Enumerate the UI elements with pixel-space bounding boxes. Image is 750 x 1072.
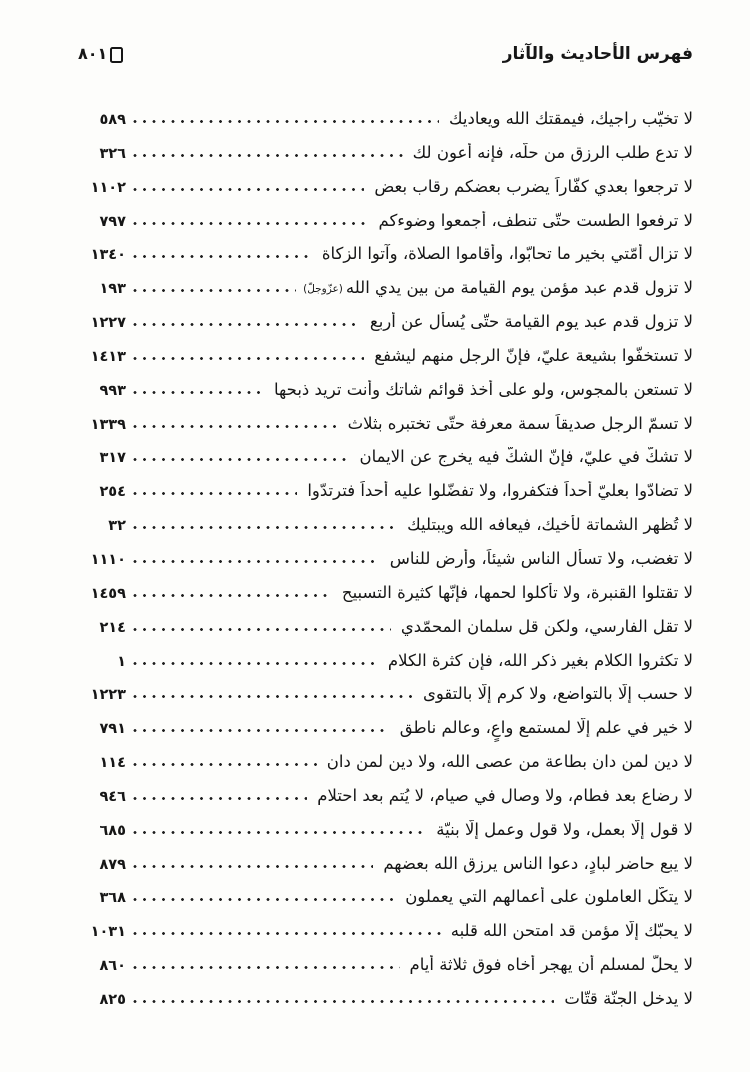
entry-page-number: ١٩٣ — [99, 281, 126, 298]
index-entry — [60, 718, 693, 752]
dot-leader — [133, 356, 364, 361]
entry-page-number: ١٠٣١ — [90, 924, 126, 941]
dot-leader — [133, 390, 264, 395]
index-entry — [60, 854, 693, 888]
page-number: ٨٠١ — [78, 44, 108, 63]
entry-page-number: ١٤٥٩ — [90, 585, 126, 602]
entry-page-number: ٢٥٤ — [99, 484, 126, 501]
index-entry — [60, 380, 693, 414]
entry-page-number: ١١٠٢ — [90, 179, 126, 196]
entry-text: لا ترجعوا بعدي كفّاراً يضرب بعضكم رقاب بعض — [374, 176, 693, 196]
dot-leader — [133, 119, 439, 124]
entry-page-number: ٩٩٣ — [99, 382, 126, 399]
index-entry — [60, 786, 693, 820]
entry-page-number: ١ — [117, 653, 126, 670]
entry-text: لا تضادّوا بعليّ أحداً فتكفروا، ولا تفضّلوا عليه أحداً فترتدّوا — [307, 481, 693, 501]
entry-text: لا تقتلوا القنبرة، ولا تأكلوا لحمها، فإنّها كثيرة التسبيح — [341, 582, 693, 602]
entry-page-number: ١١١٠ — [90, 551, 126, 568]
entry-text: لا تكثروا الكلام بغير ذكر الله، فإن كثرة الكلام — [387, 650, 693, 670]
dot-leader — [133, 559, 380, 564]
entry-text: لا رضاع بعد فطام، ولا وصال في صيام، لا يُتم بعد احتلام — [317, 785, 693, 805]
dot-leader — [133, 525, 397, 530]
entry-text: لا حسب إلّا بالتواضع، ولا كرم إلّا بالتقوى — [422, 684, 693, 704]
dot-leader — [133, 830, 426, 835]
entry-page-number: ٣٢ — [108, 518, 126, 535]
index-entry — [60, 177, 693, 211]
entry-page-number: ١٣٣٩ — [90, 416, 126, 433]
entry-text: لا دين لمن دان بطاعة من عصى الله، ولا دين لمن دان — [326, 752, 693, 772]
entry-page-number: ٨٢٥ — [99, 991, 126, 1008]
dot-leader — [133, 254, 312, 259]
index-entry — [60, 447, 693, 481]
index-title: فهرس الأحاديث والآثار — [502, 44, 693, 64]
dot-leader — [133, 424, 338, 429]
index-entry — [60, 143, 693, 177]
entry-text: لا قول إلّا بعمل، ولا قول وعمل إلّا بنيّة — [436, 819, 693, 839]
entry-text: لا يبع حاضر لبادٍ، دعوا الناس يرزق الله بعضهم — [383, 853, 693, 873]
index-entry — [60, 820, 693, 854]
entry-page-number: ١٤١٣ — [90, 348, 126, 365]
index-entry — [60, 312, 693, 346]
entry-page-number: ٧٩١ — [99, 721, 126, 738]
index-entry — [60, 583, 693, 617]
page-header — [60, 44, 693, 74]
entry-text: لا تدع طلب الرزق من حلّه، فإنه أعون لك — [412, 142, 693, 162]
dot-leader — [133, 457, 349, 462]
index-entry — [60, 515, 693, 549]
dot-leader — [133, 796, 307, 801]
index-entry — [60, 921, 693, 955]
hadith-index-list — [60, 109, 693, 1023]
dot-leader — [133, 153, 403, 158]
entry-text: لا خير في علم إلّا لمستمع واعٍ، وعالم ناطق — [399, 718, 693, 738]
dot-leader — [133, 322, 360, 327]
entry-note: (عزّوجلّ) — [303, 283, 343, 296]
entry-page-number: ٦٨٥ — [99, 822, 126, 839]
entry-text: لا تستعن بالمجوس، ولو على أخذ قوائم شاتك وأنت تريد ذبحها — [274, 379, 693, 399]
dot-leader — [133, 762, 317, 767]
dot-leader — [133, 864, 373, 869]
dot-leader — [133, 593, 332, 598]
entry-text: لا يدخل الجنّة قتّات — [564, 988, 693, 1008]
entry-text: لا يتكّل العاملون على أعمالهم التي يعملون — [405, 887, 693, 907]
dot-leader — [133, 187, 364, 192]
index-entry — [60, 617, 693, 651]
dot-leader — [133, 627, 391, 632]
dot-leader — [133, 897, 395, 902]
entry-text: لا تزول قدم عبد مؤمن يوم القيامة من بين يدي الله — [345, 278, 693, 298]
dot-leader — [133, 931, 441, 936]
index-entry — [60, 346, 693, 380]
entry-text: لا تخيّب راجيك، فيمقتك الله ويعاديك — [449, 109, 693, 128]
entry-text: لا تقل الفارسي، ولكن قل سلمان المحمّدي — [400, 616, 693, 636]
index-entry — [60, 955, 693, 989]
entry-page-number: ٢١٤ — [99, 619, 126, 636]
dot-leader — [133, 694, 413, 699]
entry-text: لا تسمّ الرجل صديقاً سمة معرفة حتّى تختبره بثلاث — [347, 413, 693, 433]
entry-page-number: ١٢٢٣ — [90, 687, 126, 704]
entry-page-number: ١٣٤٠ — [90, 247, 126, 264]
index-entry — [60, 244, 693, 278]
square-marker-icon — [110, 47, 123, 63]
index-entry — [60, 109, 693, 143]
dot-leader — [133, 221, 368, 226]
entry-page-number: ١٢٢٧ — [90, 315, 126, 332]
entry-page-number: ١١٤ — [99, 755, 126, 772]
entry-text: لا تزول قدم عبد يوم القيامة حتّى يُسأل عن أربع — [369, 312, 693, 332]
index-entry — [60, 752, 693, 786]
dot-leader — [133, 965, 400, 970]
entry-page-number: ٩٤٦ — [99, 788, 126, 805]
entry-page-number: ٣١٧ — [99, 450, 126, 467]
index-entry — [60, 211, 693, 245]
entry-text: لا يحبّك إلّا مؤمن قد امتحن الله قلبه — [450, 921, 693, 941]
page-number-group — [78, 44, 123, 63]
entry-page-number: ٨٧٩ — [99, 856, 126, 873]
dot-leader — [133, 728, 390, 733]
dot-leader — [133, 999, 554, 1004]
entry-text: لا تشكّ في عليّ، فإنّ الشكّ فيه يخرج عن الايمان — [359, 447, 693, 467]
index-entry — [60, 278, 693, 312]
entry-text: لا تزال أُمّتي بخير ما تحابّوا، وأقاموا الصلاة، وآتوا الزكاة — [321, 244, 693, 264]
index-entry — [60, 684, 693, 718]
index-entry — [60, 549, 693, 583]
entry-page-number: ٣٦٨ — [99, 890, 126, 907]
dot-leader — [133, 288, 296, 293]
index-entry — [60, 414, 693, 448]
entry-text: لا يحلّ لمسلم أن يهجر أخاه فوق ثلاثة أيام — [409, 955, 693, 975]
index-entry — [60, 481, 693, 515]
entry-text: لا تغضب، ولا تسأل الناس شيئاً، وأرض للناس — [389, 548, 693, 568]
entry-page-number: ٥٨٩ — [99, 112, 126, 128]
entry-page-number: ٧٩٧ — [99, 213, 126, 230]
dot-leader — [133, 491, 297, 496]
entry-page-number: ٣٢٦ — [99, 145, 126, 162]
entry-page-number: ٨٦٠ — [99, 958, 126, 975]
entry-text: لا ترفعوا الطست حتّى تنطف، أجمعوا وضوءكم — [378, 210, 693, 230]
index-entry — [60, 887, 693, 921]
entry-text: لا تستخفّوا بشيعة عليّ، فإنّ الرجل منهم ليشفع — [374, 345, 693, 365]
entry-text: لا تُظهر الشماتة لأخيك، فيعافه الله ويبتليك — [407, 515, 693, 535]
index-entry — [60, 989, 693, 1023]
index-entry — [60, 651, 693, 685]
dot-leader — [133, 661, 378, 666]
